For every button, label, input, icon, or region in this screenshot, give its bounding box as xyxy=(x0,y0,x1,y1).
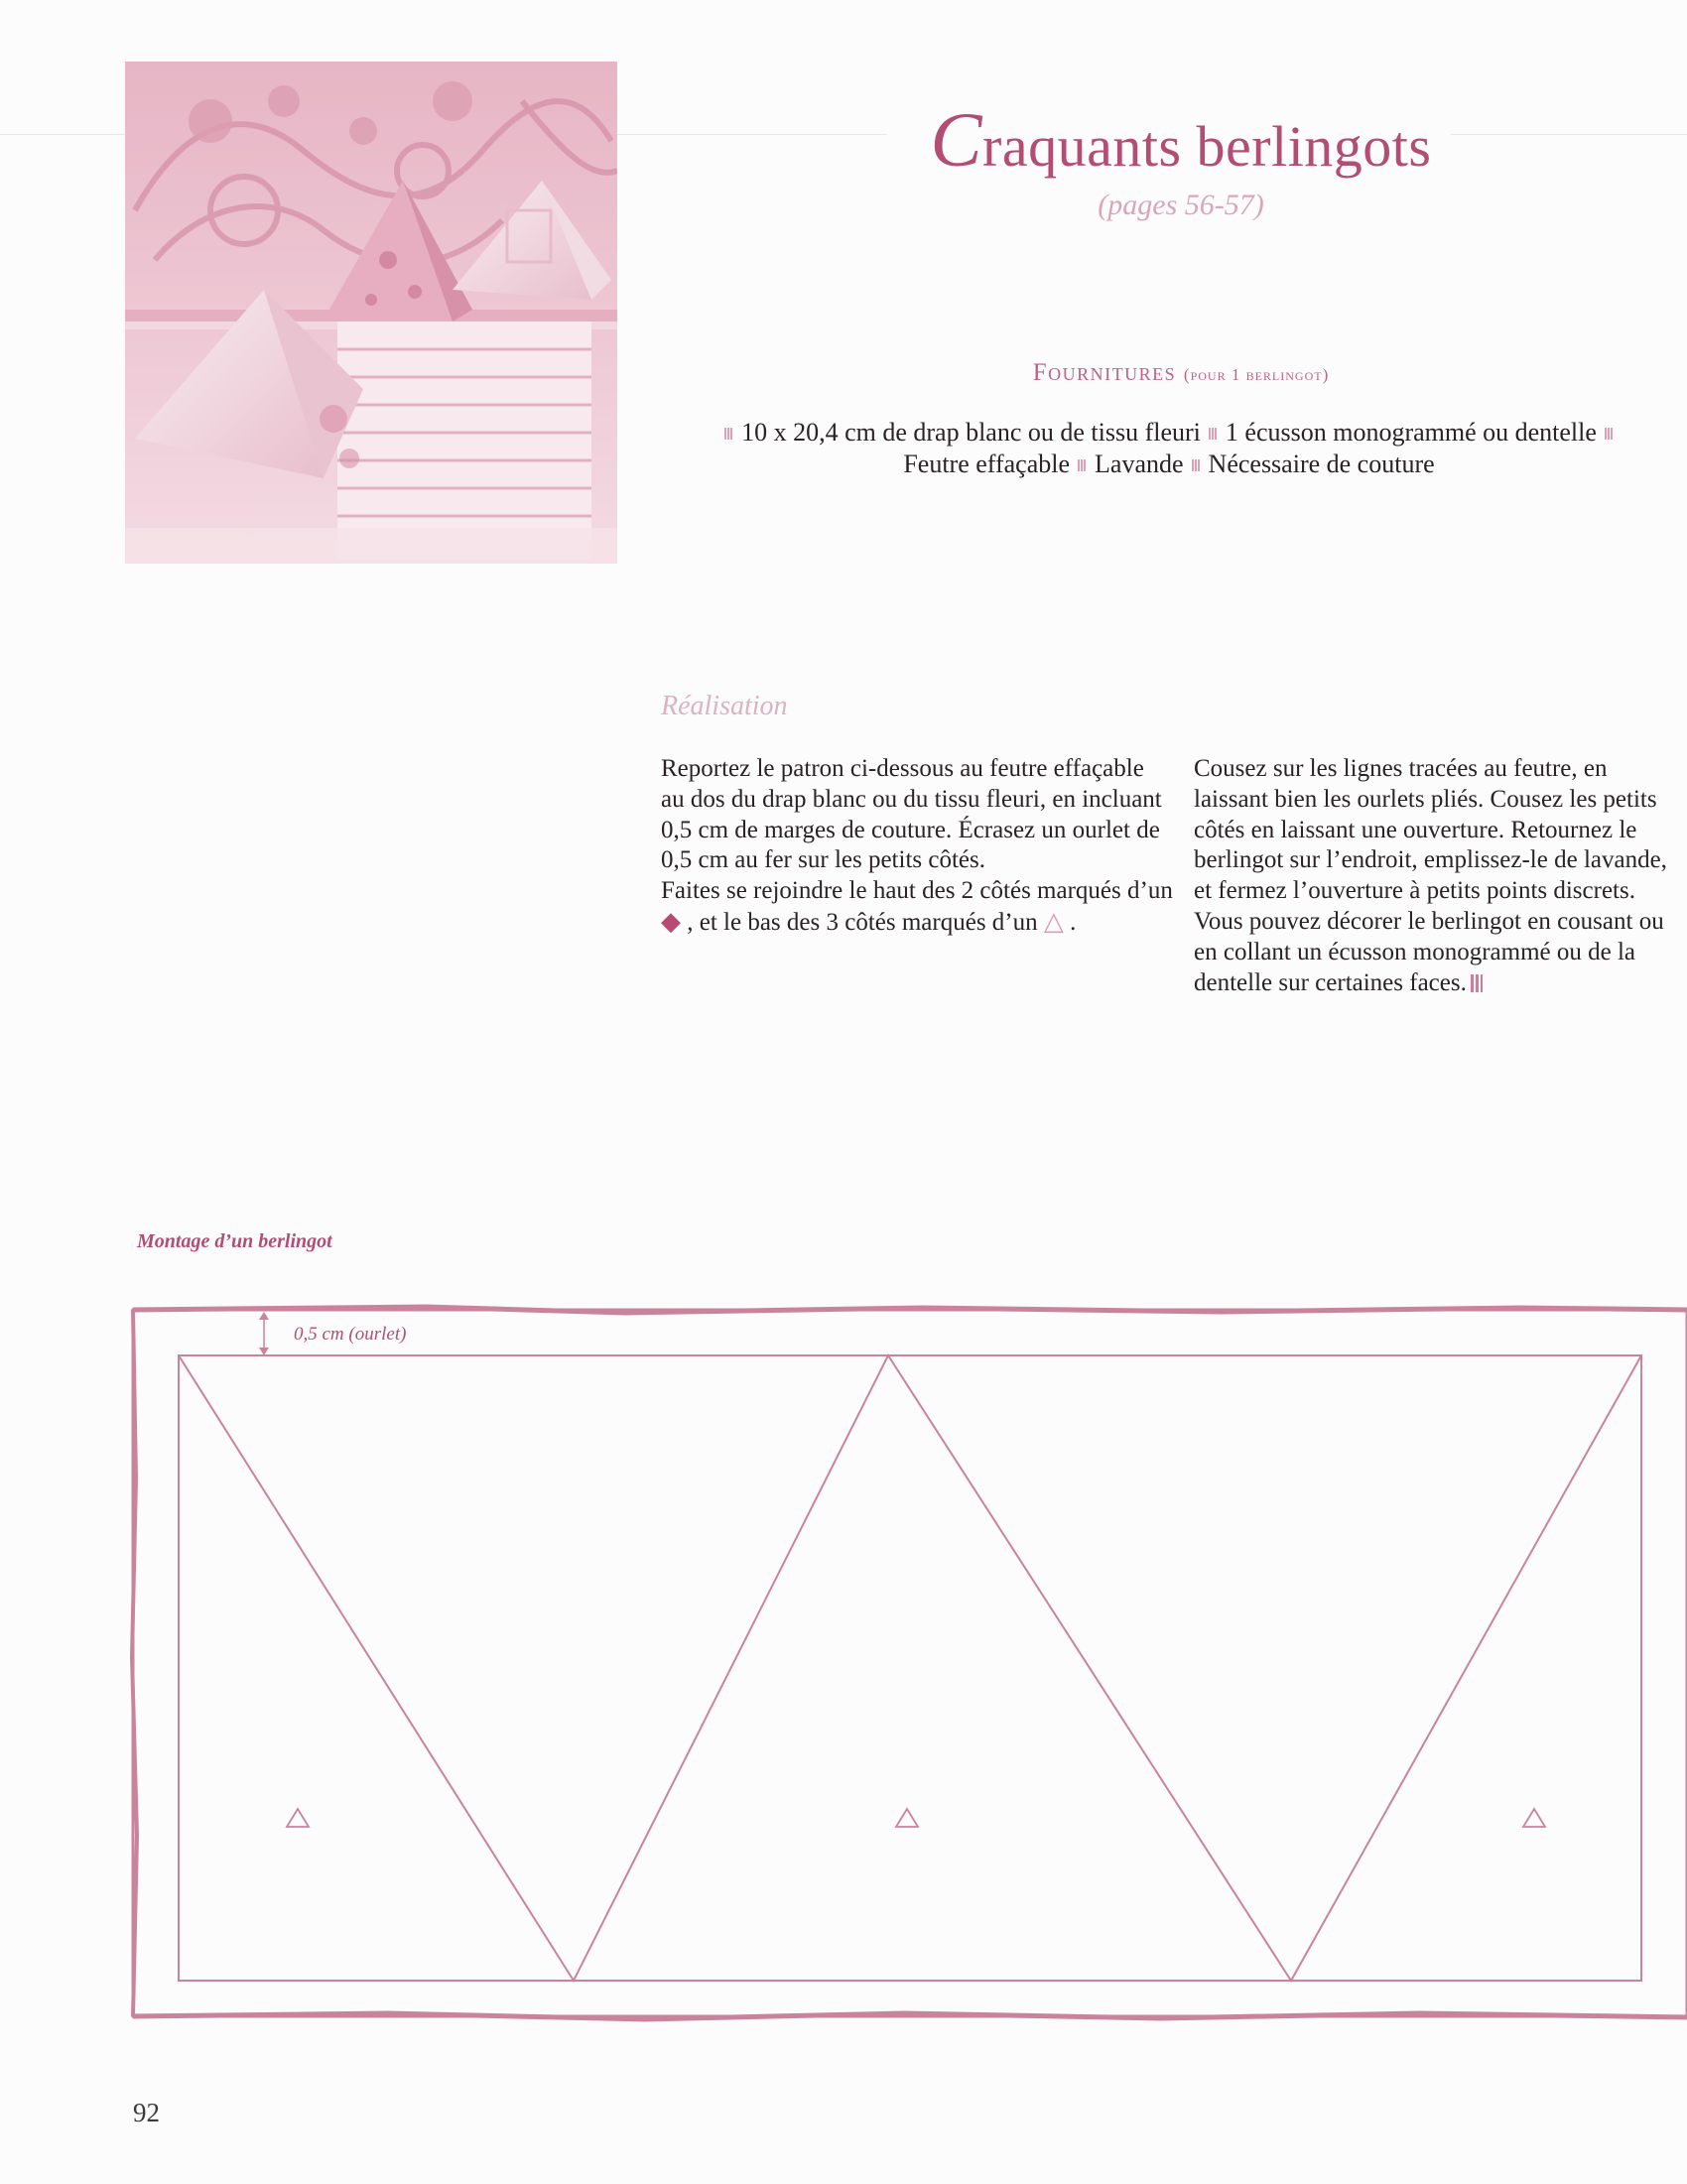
header-rule-left xyxy=(0,134,125,135)
triangle-marker xyxy=(1523,1809,1545,1827)
hem-label: 0,5 cm (ourlet) xyxy=(294,1324,407,1345)
instructions-left-column xyxy=(661,754,1173,939)
diagram-caption: Montage d’un berlingot xyxy=(137,1230,332,1252)
page-number: 92 xyxy=(133,2098,160,2127)
title-initial: C xyxy=(930,96,983,183)
fabric-outline xyxy=(133,1310,1687,2016)
fold-line xyxy=(179,1355,1641,1981)
bullet-separator xyxy=(724,428,733,440)
instruction-paragraph: Reportez le patron ci-dessous au feutre effaçable au dos du drap blanc ou du tissu fleuri, en incluant 0,5 cm de marges de couture. Écrasez un ourlet de 0,5 cm au fer sur les petits côtés. xyxy=(661,755,1162,874)
supplies-heading-main: Fournitures xyxy=(1032,359,1177,386)
fabric-edge-top xyxy=(133,1307,1687,1313)
bullet-separator xyxy=(1192,459,1201,471)
supply-item: Nécessaire de couture xyxy=(1208,450,1435,478)
title-rest: raquants berlingots xyxy=(982,114,1432,179)
instruction-paragraph xyxy=(661,876,1173,939)
triangle-marker xyxy=(287,1809,309,1827)
instruction-paragraph: Cousez sur les lignes tracées au feutre, en laissant bien les ourlets pliés. Cousez les petits côtés en laissant une ouverture. Retournez le berlingot sur l’endroit, emplissez-le de lavande, et fermez l’ouverture à petits points discrets. xyxy=(1194,755,1667,905)
page-title xyxy=(873,95,1489,185)
hem-arrow-head-top xyxy=(259,1312,269,1320)
bullet-separator xyxy=(1605,428,1614,440)
supplies-heading-note: (pour 1 berlingot) xyxy=(1183,365,1330,384)
product-photo xyxy=(125,62,617,564)
bullet-separator xyxy=(1209,428,1218,440)
triangle-icon: △ xyxy=(1043,906,1064,936)
bullet-separator xyxy=(1078,459,1087,471)
instruction-text: . xyxy=(1070,908,1077,936)
instruction-text: Vous pouvez décorer le berlingot en cousant ou en collant un écusson monogrammé ou de la dentelle sur certaines faces. xyxy=(1194,907,1664,996)
triangle-marker xyxy=(896,1809,918,1827)
page-reference: (pages 56-57) xyxy=(1098,189,1264,221)
instruction-text: , et le bas des 3 côtés marqués d’un xyxy=(687,908,1038,936)
supply-item: Feutre effaçable xyxy=(903,450,1071,478)
seam-outline xyxy=(179,1355,1641,1981)
supply-item: 1 écusson monogrammé ou dentelle xyxy=(1225,418,1597,447)
realisation-heading: Réalisation xyxy=(661,691,788,721)
supply-item: Lavande xyxy=(1095,450,1184,478)
instructions-right-column xyxy=(1194,754,1680,998)
instruction-text: Faites se rejoindre le haut des 2 côtés marqués d’un xyxy=(661,877,1173,905)
supply-item: 10 x 20,4 cm de drap blanc ou de tissu fleuri xyxy=(741,418,1201,447)
supplies-heading xyxy=(873,359,1489,387)
header-rule-middle xyxy=(617,134,887,135)
pattern-diagram xyxy=(129,1300,1687,2034)
diamond-icon: ◆ xyxy=(661,906,681,936)
end-mark-icon xyxy=(1471,974,1483,992)
supplies-list xyxy=(685,417,1653,480)
instruction-paragraph xyxy=(1194,907,1680,998)
hem-arrow-head-bottom xyxy=(259,1348,269,1355)
